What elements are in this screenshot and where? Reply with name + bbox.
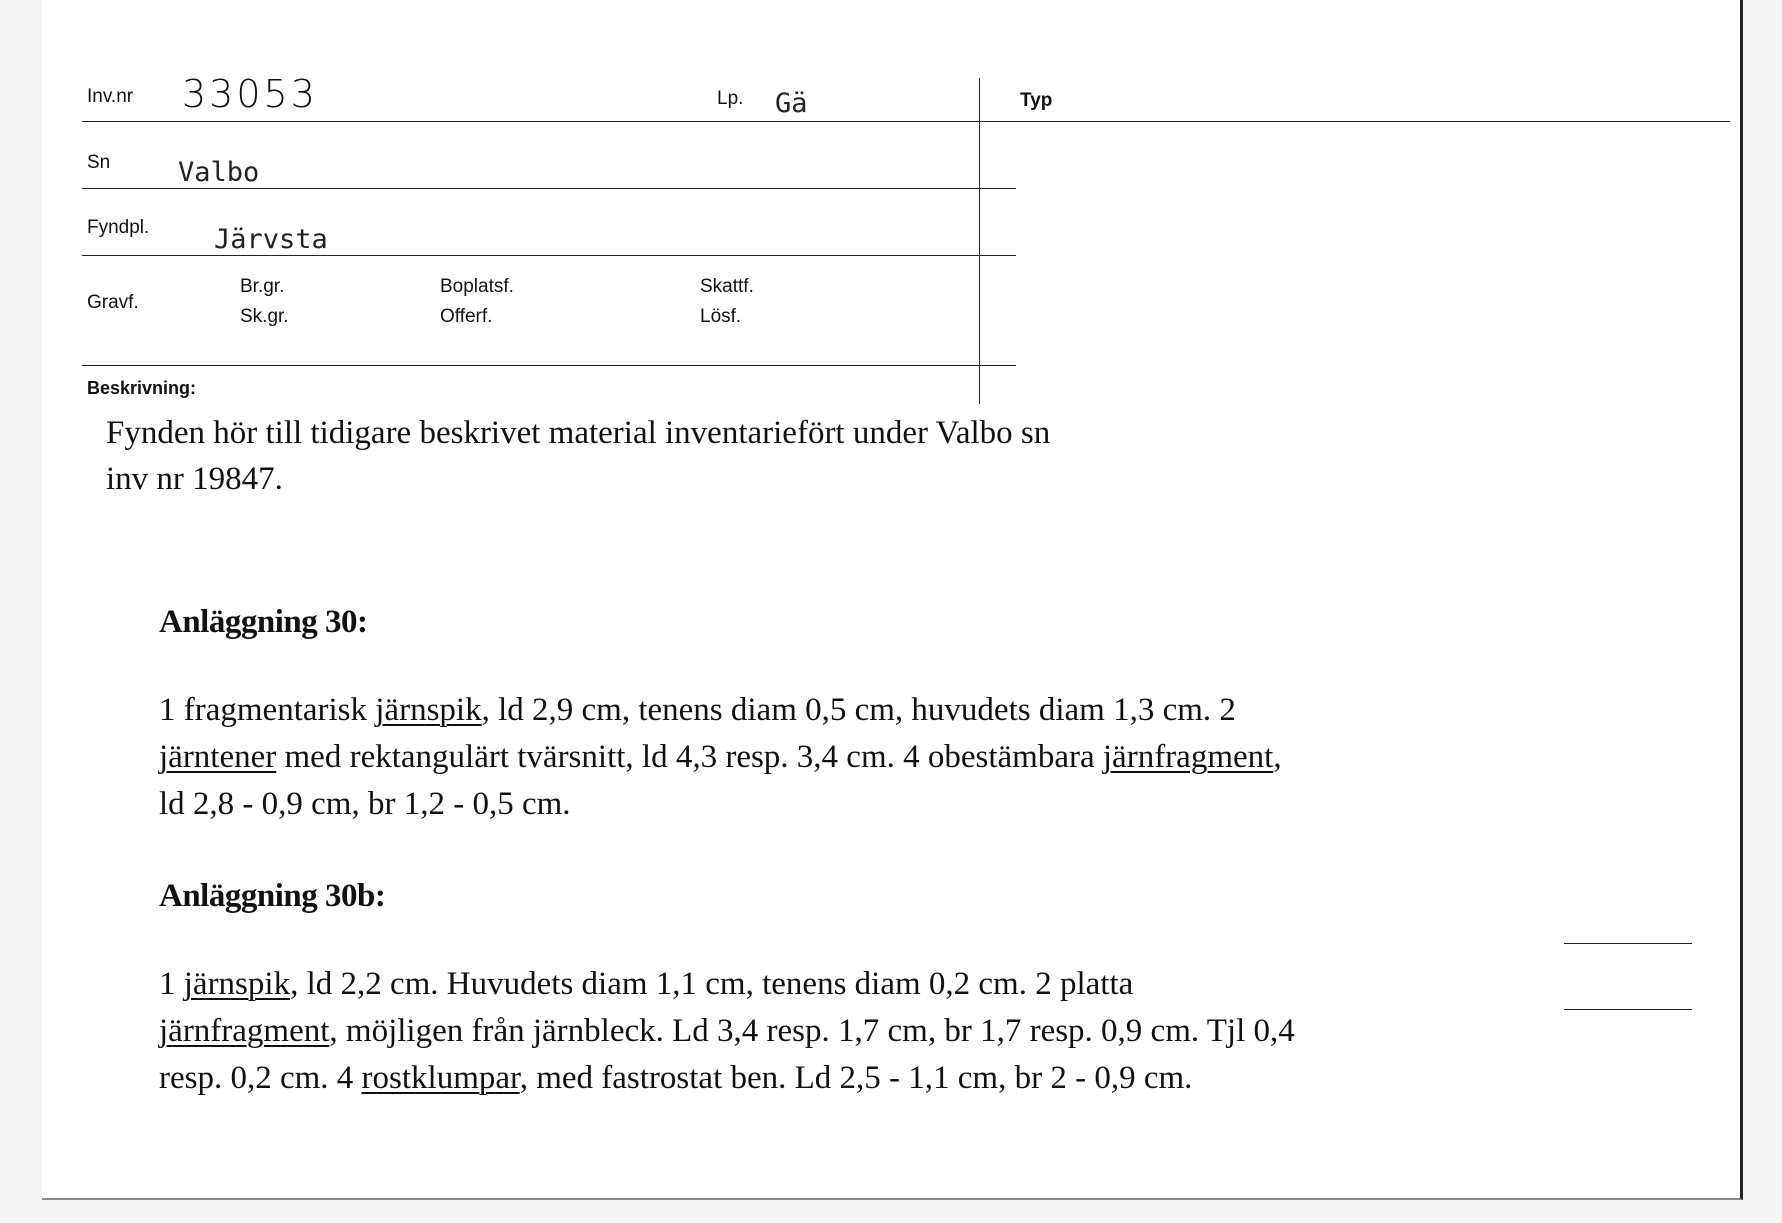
lp-value: Gä	[775, 88, 808, 119]
row-divider	[82, 365, 1016, 366]
text: , möjligen från järnbleck. Ld 3,4 resp. 1,7 cm, br 1,7 resp. 0,9 cm. Tjl 0,4 resp. 0,2 cm. 4	[159, 1013, 1295, 1096]
row-divider	[82, 188, 1016, 189]
description-intro	[106, 410, 1306, 502]
text: , med fastrostat ben. Ld 2,5 - 1,1 cm, br 2 - 0,9 cm.	[519, 1060, 1193, 1096]
skgr-label: Sk.gr.	[240, 306, 289, 327]
losf-label: Lösf.	[700, 306, 742, 327]
sn-value: Valbo	[178, 157, 260, 188]
section-2-heading: Anläggning 30b:	[159, 878, 386, 914]
text: , ld 2,9 cm, tenens diam 0,5 cm, huvudets diam 1,3 cm. 2	[481, 692, 1236, 728]
lp-label: Lp.	[717, 88, 744, 109]
fyndpl-value: Järvsta	[214, 224, 328, 255]
row-divider	[82, 255, 1016, 256]
underlined-term: järnfragment	[159, 1013, 330, 1049]
intro-line-2: inv nr 19847.	[106, 461, 283, 497]
intro-line-1: Fynden hör till tidigare beskrivet material inventariefört under Valbo sn	[106, 415, 1051, 451]
skattf-label: Skattf.	[700, 276, 754, 297]
text: 1	[159, 966, 184, 1002]
typ-label: Typ	[1020, 90, 1053, 111]
inv-nr-label: Inv.nr	[87, 86, 134, 107]
text: , ld 2,8 - 0,9 cm, br 1,2 - 0,5 cm.	[159, 739, 1282, 822]
brgr-label: Br.gr.	[240, 276, 285, 297]
underlined-term: järnfragment	[1102, 739, 1274, 775]
underlined-term: rostklumpar	[361, 1060, 520, 1096]
fyndpl-label: Fyndpl.	[87, 217, 150, 238]
row-divider	[82, 121, 1016, 122]
gravf-label: Gravf.	[87, 292, 139, 313]
beskrivning-label: Beskrivning:	[87, 378, 197, 398]
section-1-heading: Anläggning 30:	[159, 604, 368, 640]
column-divider	[979, 78, 980, 404]
underlined-term: järntener	[159, 739, 277, 775]
sn-label: Sn	[87, 152, 111, 173]
underlined-term: järnspik	[183, 966, 291, 1002]
typ-divider	[984, 121, 1730, 122]
text: , ld 2,2 cm. Huvudets diam 1,1 cm, tenens diam 0,2 cm. 2 platta	[290, 966, 1134, 1002]
text: med rektangulärt tvärsnitt, ld 4,3 resp. 3,4 cm. 4 obestämbara	[276, 739, 1103, 775]
section-2-text	[159, 961, 1299, 1102]
margin-rule	[1564, 1009, 1692, 1010]
catalog-card	[42, 0, 1743, 1200]
section-1-text	[159, 687, 1299, 828]
text: 1 fragmentarisk	[159, 692, 376, 728]
inv-nr-value: 33053	[182, 72, 318, 116]
offerf-label: Offerf.	[440, 306, 493, 327]
margin-rule	[1564, 943, 1692, 944]
boplatsf-label: Boplatsf.	[440, 276, 514, 297]
underlined-term: järnspik	[375, 692, 482, 728]
